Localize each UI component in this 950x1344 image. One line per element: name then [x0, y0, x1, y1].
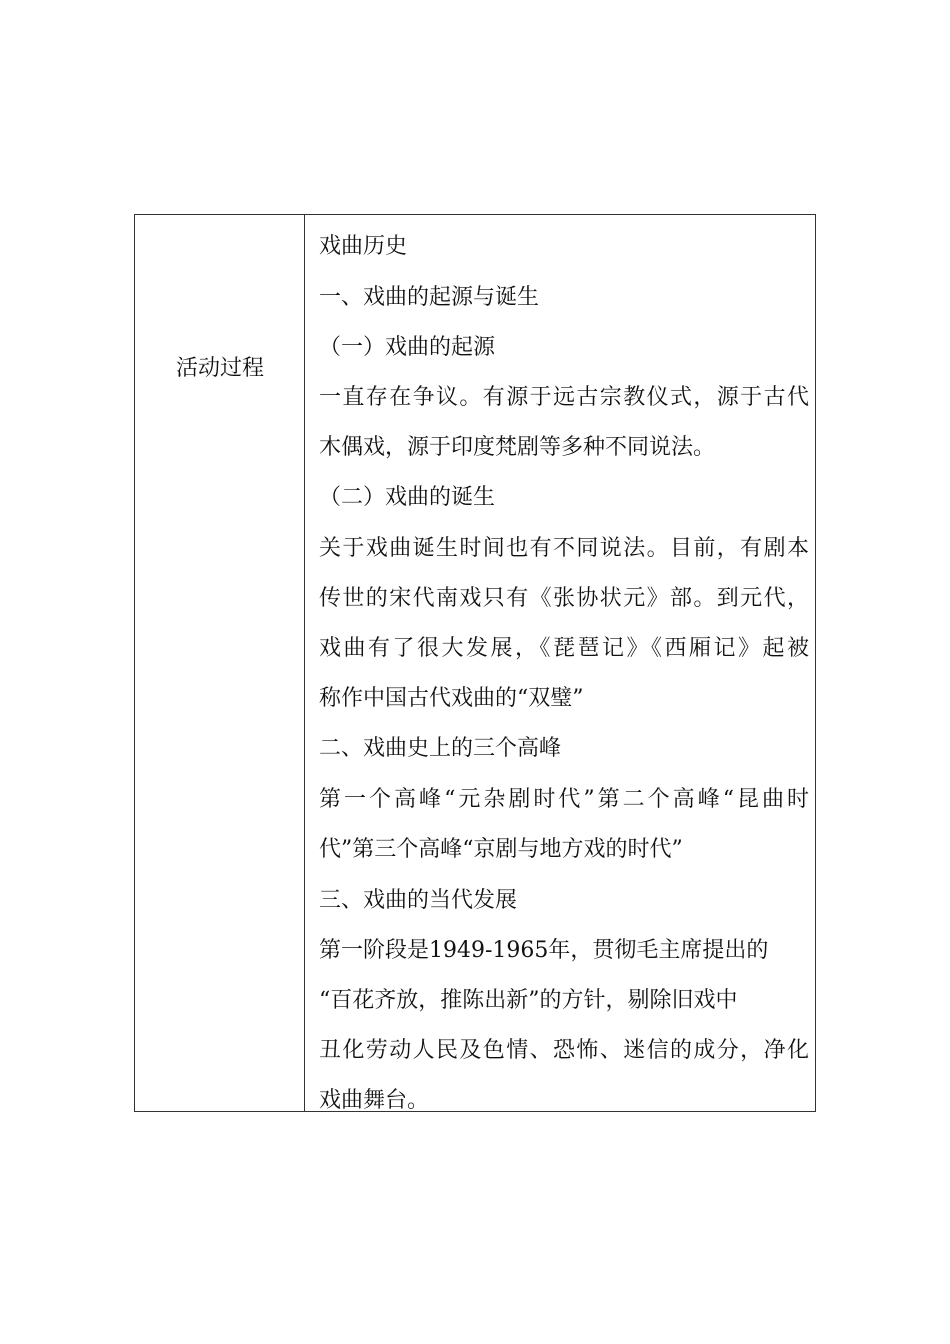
content-line-paragraph: 第一阶段是1949-1965年，贯彻毛主席提出的 — [319, 938, 769, 963]
content-line-heading-2: 二、戏曲史上的三个高峰 — [319, 736, 562, 761]
content-line-paragraph: “百花齐放，推陈出新”的方针，剔除旧戏中 — [319, 988, 738, 1013]
content-line-paragraph: 戏曲有了很大发展，《琵琶记》《西厢记》起被 — [319, 636, 809, 661]
label-cell — [135, 215, 305, 1111]
activity-table — [134, 214, 816, 1112]
content-line-paragraph: 称作中国古代戏曲的“双璧” — [319, 686, 584, 711]
content-line-paragraph: 代”第三个高峰“京剧与地方戏的时代” — [319, 837, 683, 862]
content-line-title: 戏曲历史 — [319, 234, 408, 259]
content-line-paragraph: 一直存在争议。有源于远古宗教仪式，源于古代 — [319, 385, 809, 410]
content-line-paragraph: 第一个高峰“元杂剧时代”第二个高峰“昆曲时 — [319, 787, 809, 812]
activity-process-label: 活动过程 — [175, 356, 264, 381]
content-line-heading-3: 三、戏曲的当代发展 — [319, 888, 518, 913]
content-line-paragraph: 关于戏曲诞生时间也有不同说法。目前，有剧本 — [319, 536, 809, 561]
content-line-heading-1: 一、戏曲的起源与诞生 — [319, 285, 540, 310]
content-line-paragraph: 戏曲舞台。 — [319, 1088, 430, 1111]
content-line-subheading-1: （一）戏曲的起源 — [319, 335, 496, 360]
content-line-paragraph: 传世的宋代南戏只有《张协状元》部。到元代， — [319, 586, 809, 611]
content-line-subheading-2: （二）戏曲的诞生 — [319, 485, 496, 510]
content-cell — [305, 215, 815, 1111]
content-line-paragraph: 木偶戏，源于印度梵剧等多种不同说法。 — [319, 435, 716, 460]
content-line-paragraph: 丑化劳动人民及色情、恐怖、迷信的成分，净化 — [319, 1038, 809, 1063]
